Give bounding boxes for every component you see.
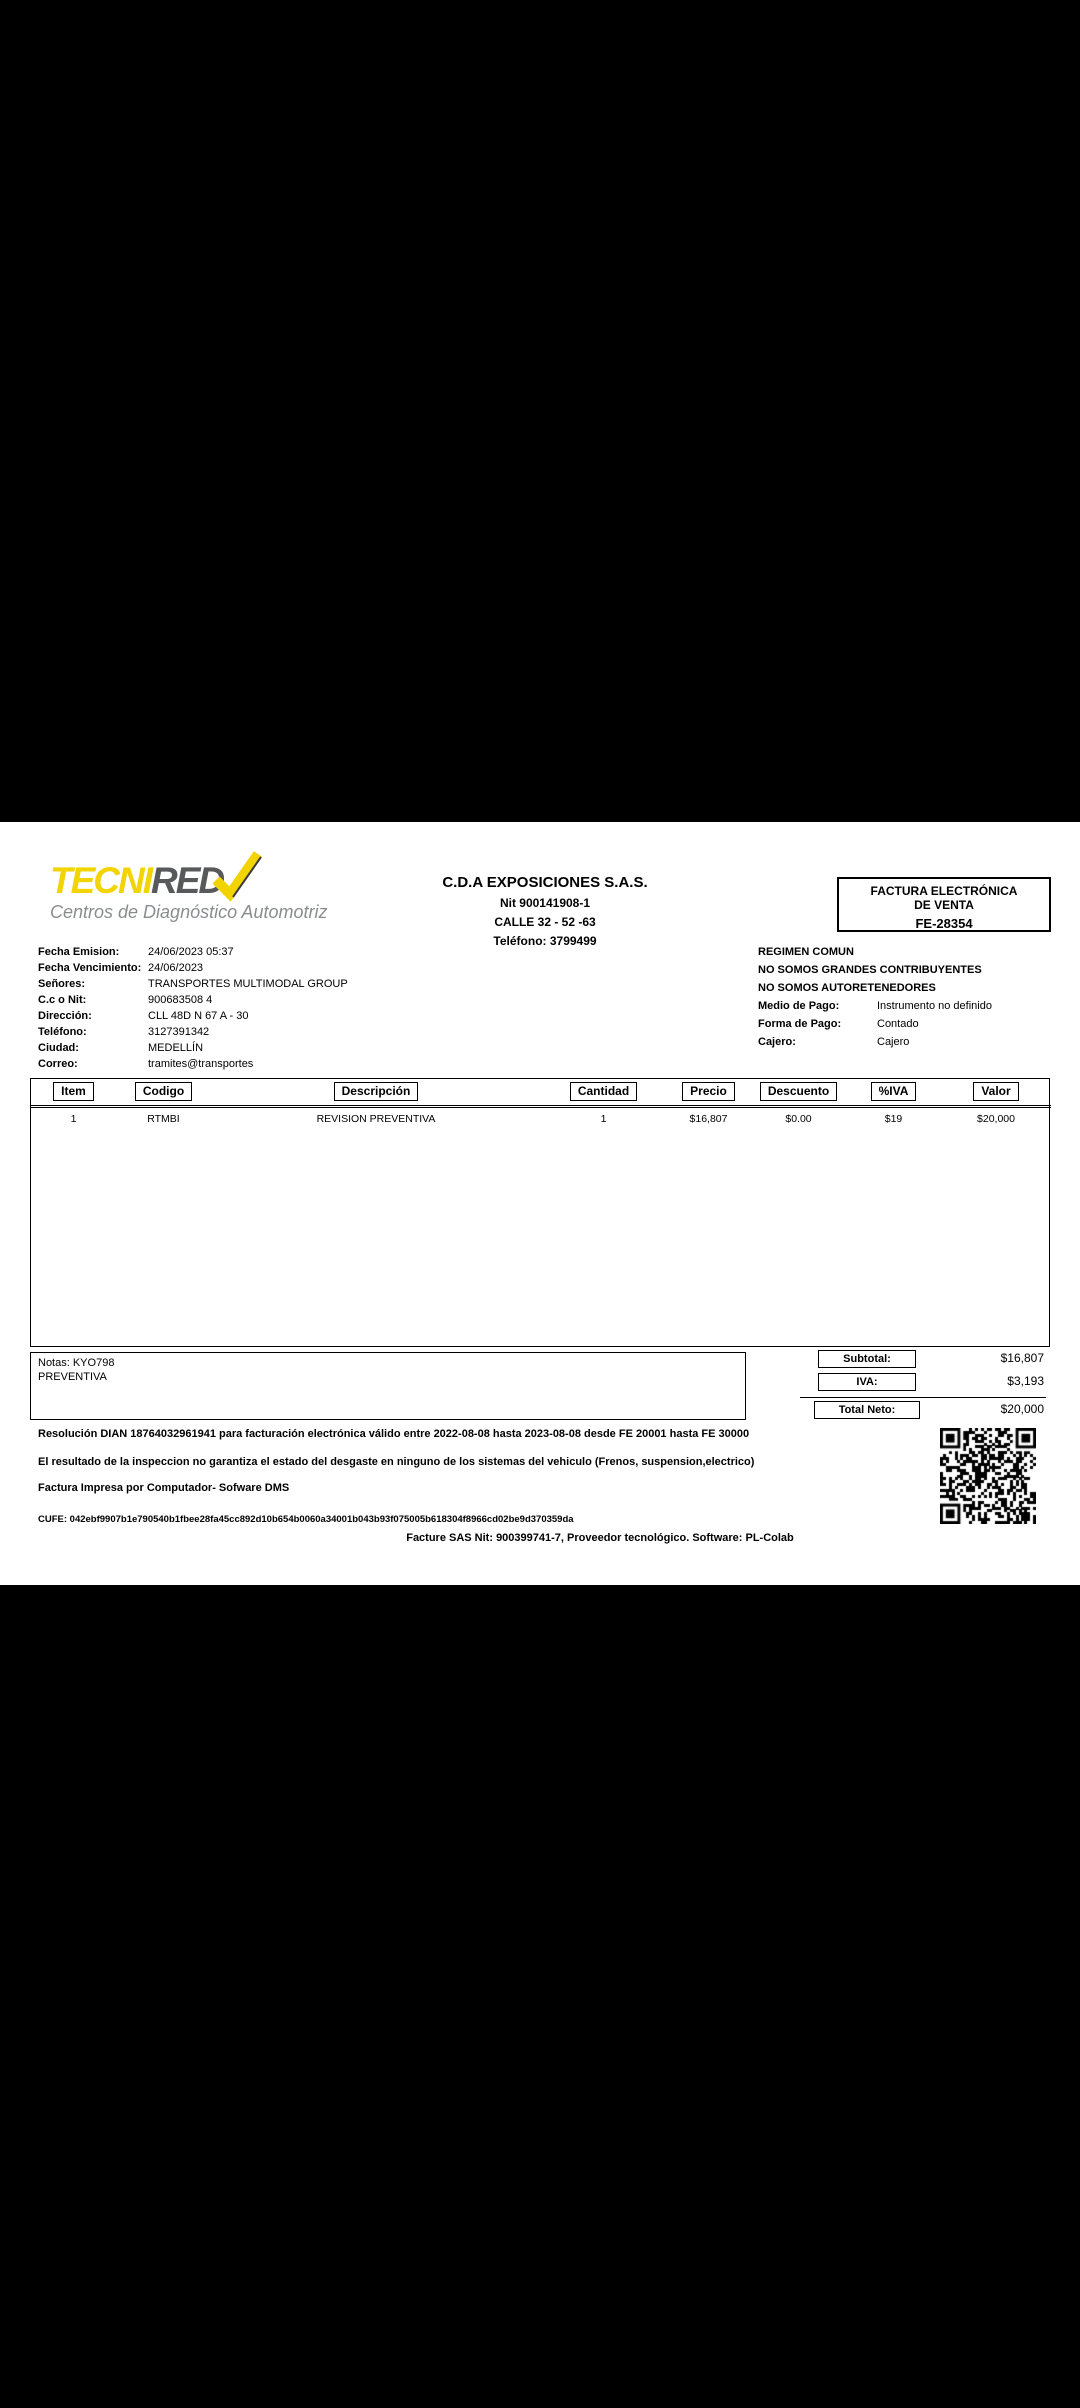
company-address: CALLE 32 - 52 -63	[494, 915, 596, 929]
field-value: Instrumento no definido	[877, 1000, 992, 1012]
field-value: TRANSPORTES MULTIMODAL GROUP	[148, 978, 348, 990]
cell-precio: $16,807	[689, 1113, 728, 1125]
field-fecha-emision	[38, 946, 468, 962]
field-forma-pago	[758, 1018, 1068, 1036]
field-value: 900683508 4	[148, 994, 213, 1006]
cufe-text: CUFE: 042ebf9907b1e790540b1fbee28fa45cc892d10b654b0060a34001b043b93f075005b618304f8966cd02be9d370359da	[38, 1514, 574, 1525]
total-neto-row	[800, 1401, 1046, 1424]
checkmark-icon	[208, 848, 264, 904]
company-name: C.D.A EXPOSICIONES S.A.S.	[442, 874, 648, 891]
items-header-row	[31, 1079, 1051, 1107]
col-header-precio: Precio	[682, 1082, 735, 1101]
field-cajero	[758, 1036, 1068, 1054]
invoice-type-line2: DE VENTA	[914, 898, 974, 912]
fiscal-contribuyentes: NO SOMOS GRANDES CONTRIBUYENTES	[758, 964, 982, 976]
cell-item: 1	[70, 1113, 77, 1125]
invoice-type-line1: FACTURA ELECTRÓNICA	[870, 884, 1018, 898]
cell-descuento: $0.00	[785, 1113, 812, 1125]
items-table-container	[30, 1078, 1050, 1347]
qr-code	[940, 1428, 1036, 1524]
field-value: Cajero	[877, 1036, 910, 1048]
field-label: Teléfono:	[38, 1026, 87, 1038]
field-value: tramites@transportes	[148, 1058, 254, 1070]
col-header-descuento: Descuento	[760, 1082, 837, 1101]
company-nit: Nit 900141908-1	[499, 896, 591, 910]
notes-box	[30, 1352, 746, 1420]
subtotal-label: Subtotal:	[818, 1350, 916, 1368]
invoice-number: FE-28354	[915, 916, 973, 931]
field-value: Contado	[877, 1018, 919, 1030]
company-phone: Teléfono: 3799499	[493, 934, 597, 948]
company-header	[395, 874, 695, 948]
iva-value: $3,193	[1007, 1374, 1044, 1388]
iva-row	[800, 1373, 1046, 1396]
field-fecha-vencimiento	[38, 962, 468, 978]
field-label: Fecha Emision:	[38, 946, 120, 958]
field-value: MEDELLÍN	[148, 1042, 204, 1054]
fiscal-autoretenedores: NO SOMOS AUTORETENEDORES	[758, 982, 936, 994]
col-header-item: Item	[53, 1082, 94, 1101]
cell-valor: $20,000	[977, 1113, 1015, 1125]
field-correo	[38, 1058, 468, 1074]
col-header-cantidad: Cantidad	[570, 1082, 637, 1101]
iva-label: IVA:	[818, 1373, 916, 1391]
brand-tagline: Centros de Diagnóstico Automotriz	[50, 902, 328, 922]
items-table	[31, 1079, 1051, 1125]
subtotal-value: $16,807	[1000, 1351, 1044, 1365]
field-label: C.c o Nit:	[38, 994, 87, 1006]
cell-descripcion: REVISION PREVENTIVA	[316, 1113, 436, 1125]
totals-divider	[800, 1397, 1046, 1398]
total-neto-label: Total Neto:	[814, 1401, 920, 1419]
field-value: CLL 48D N 67 A - 30	[148, 1010, 249, 1022]
field-label: Señores:	[38, 978, 86, 990]
subtotal-row	[800, 1350, 1046, 1373]
invoice-document	[0, 822, 1080, 1585]
field-cc-nit	[38, 994, 468, 1010]
field-value: 24/06/2023	[148, 962, 204, 974]
field-senores	[38, 978, 468, 994]
field-value: 3127391342	[148, 1026, 210, 1038]
brand-red-text: RED	[151, 860, 224, 901]
inspection-disclaimer-text: El resultado de la inspeccion no garantiza el estado del desgaste en ninguno de los sistemas del vehiculo (Frenos, suspension,electrico)	[38, 1456, 755, 1468]
notes-line1: Notas: KYO798	[38, 1357, 115, 1369]
brand-tecni-text: TECNI	[50, 860, 151, 901]
notes-line2: PREVENTIVA	[38, 1371, 107, 1383]
field-label: Medio de Pago:	[758, 1000, 840, 1012]
table-row	[31, 1107, 1051, 1126]
cell-codigo: RTMBI	[147, 1113, 180, 1125]
invoice-number-box	[837, 877, 1051, 932]
field-telefono	[38, 1026, 468, 1042]
col-header-descripcion: Descripción	[334, 1082, 419, 1101]
field-label: Ciudad:	[38, 1042, 79, 1054]
field-label: Fecha Vencimiento:	[38, 962, 142, 974]
col-header-iva: %IVA	[871, 1082, 917, 1101]
field-medio-pago	[758, 1000, 1068, 1018]
cell-cantidad: 1	[600, 1113, 607, 1125]
field-label: Correo:	[38, 1058, 78, 1070]
provider-text: Facture SAS Nit: 900399741-7, Proveedor tecnológico. Software: PL-Colab	[406, 1532, 794, 1544]
cell-iva: $19	[884, 1113, 903, 1125]
dian-resolution-text: Resolución DIAN 18764032961941 para facturación electrónica válido entre 2022-08-08 hasta 2023-08-08 desde FE 20001 hasta FE 30000	[38, 1428, 750, 1440]
totals-section	[800, 1350, 1046, 1424]
printed-by-text: Factura Impresa por Computador- Sofware DMS	[38, 1482, 290, 1494]
col-header-codigo: Codigo	[135, 1082, 192, 1101]
brand-wordmark	[50, 862, 310, 900]
field-ciudad	[38, 1042, 468, 1058]
customer-info	[38, 946, 468, 1074]
total-neto-value: $20,000	[1000, 1402, 1044, 1416]
field-value: 24/06/2023 05:37	[148, 946, 234, 958]
fiscal-regimen: REGIMEN COMUN	[758, 946, 854, 958]
col-header-valor: Valor	[973, 1082, 1018, 1101]
fiscal-info	[758, 946, 1068, 1054]
field-direccion	[38, 1010, 468, 1026]
field-label: Cajero:	[758, 1036, 796, 1048]
field-label: Dirección:	[38, 1010, 92, 1022]
field-label: Forma de Pago:	[758, 1018, 842, 1030]
brand-logo	[50, 860, 328, 923]
